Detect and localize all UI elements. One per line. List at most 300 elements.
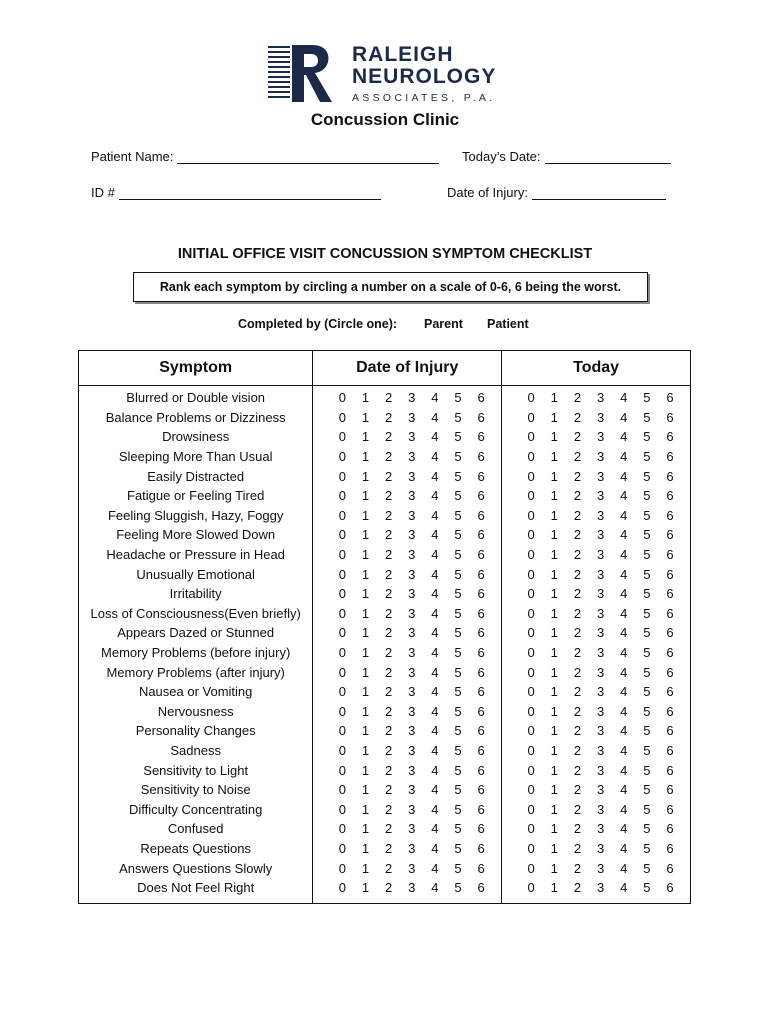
rating-option[interactable]: 3 bbox=[408, 860, 416, 876]
rating-option[interactable]: 3 bbox=[408, 762, 416, 778]
rating-option[interactable]: 4 bbox=[620, 507, 628, 523]
rating-option[interactable]: 1 bbox=[361, 684, 370, 700]
rating-option[interactable]: 2 bbox=[573, 645, 582, 661]
rating-option[interactable]: 3 bbox=[596, 409, 605, 425]
rating-option[interactable]: 0 bbox=[527, 566, 535, 582]
rating-option[interactable]: 4 bbox=[431, 762, 439, 778]
rating-option[interactable]: 2 bbox=[573, 664, 582, 680]
rating-option[interactable]: 2 bbox=[384, 449, 393, 465]
rating-option[interactable]: 2 bbox=[384, 566, 393, 582]
rating-option[interactable]: 4 bbox=[620, 860, 628, 876]
rating-option[interactable]: 2 bbox=[573, 547, 582, 563]
rating-option[interactable]: 5 bbox=[643, 429, 651, 445]
rating-option[interactable]: 0 bbox=[527, 409, 535, 425]
rating-option[interactable]: 2 bbox=[384, 488, 393, 504]
rating-option[interactable]: 3 bbox=[596, 586, 605, 602]
rating-option[interactable]: 0 bbox=[338, 605, 346, 621]
rating-option[interactable]: 6 bbox=[666, 605, 674, 621]
rating-option[interactable]: 2 bbox=[384, 409, 393, 425]
rating-option[interactable]: 1 bbox=[361, 566, 370, 582]
rating-option[interactable]: 5 bbox=[643, 605, 651, 621]
rating-option[interactable]: 4 bbox=[620, 684, 628, 700]
rating-option[interactable]: 2 bbox=[573, 429, 582, 445]
rating-option[interactable]: 3 bbox=[408, 527, 416, 543]
rating-option[interactable]: 1 bbox=[361, 468, 370, 484]
rating-option[interactable]: 3 bbox=[596, 801, 605, 817]
rating-option[interactable]: 5 bbox=[643, 527, 651, 543]
rating-option[interactable]: 0 bbox=[338, 762, 346, 778]
rating-option[interactable]: 1 bbox=[550, 840, 558, 856]
rating-option[interactable]: 6 bbox=[477, 547, 485, 563]
rating-option[interactable]: 1 bbox=[550, 390, 558, 406]
rating-option[interactable]: 4 bbox=[431, 880, 439, 896]
rating-option[interactable]: 5 bbox=[454, 586, 462, 602]
rating-option[interactable]: 4 bbox=[431, 645, 439, 661]
rating-option[interactable]: 4 bbox=[620, 742, 628, 758]
rating-option[interactable]: 5 bbox=[454, 664, 462, 680]
rating-option[interactable]: 6 bbox=[477, 880, 485, 896]
rating-option[interactable]: 1 bbox=[361, 742, 370, 758]
rating-option[interactable]: 2 bbox=[573, 527, 582, 543]
rating-option[interactable]: 1 bbox=[550, 684, 558, 700]
rating-option[interactable]: 6 bbox=[666, 429, 674, 445]
rating-option[interactable]: 5 bbox=[454, 547, 462, 563]
rating-option[interactable]: 4 bbox=[620, 782, 628, 798]
rating-option[interactable]: 1 bbox=[361, 507, 370, 523]
rating-option[interactable]: 0 bbox=[338, 468, 346, 484]
rating-option[interactable]: 6 bbox=[666, 880, 674, 896]
rating-option[interactable]: 1 bbox=[550, 742, 558, 758]
rating-option[interactable]: 2 bbox=[384, 625, 393, 641]
rating-option[interactable]: 4 bbox=[431, 625, 439, 641]
rating-option[interactable]: 4 bbox=[620, 762, 628, 778]
rating-option[interactable]: 4 bbox=[431, 449, 439, 465]
rating-option[interactable]: 1 bbox=[550, 566, 558, 582]
rating-option[interactable]: 1 bbox=[361, 605, 370, 621]
rating-option[interactable]: 1 bbox=[550, 507, 558, 523]
rating-option[interactable]: 0 bbox=[527, 527, 535, 543]
rating-option[interactable]: 5 bbox=[454, 762, 462, 778]
rating-option[interactable]: 6 bbox=[477, 782, 485, 798]
rating-option[interactable]: 3 bbox=[408, 488, 416, 504]
rating-option[interactable]: 5 bbox=[454, 625, 462, 641]
rating-option[interactable]: 1 bbox=[361, 801, 370, 817]
rating-option[interactable]: 0 bbox=[527, 605, 535, 621]
rating-option[interactable]: 4 bbox=[431, 605, 439, 621]
rating-option[interactable]: 2 bbox=[573, 488, 582, 504]
rating-option[interactable]: 3 bbox=[408, 664, 416, 680]
rating-option[interactable]: 1 bbox=[550, 801, 558, 817]
rating-option[interactable]: 1 bbox=[361, 586, 370, 602]
rating-option[interactable]: 0 bbox=[527, 547, 535, 563]
rating-option[interactable]: 4 bbox=[620, 645, 628, 661]
rating-option[interactable]: 6 bbox=[477, 390, 485, 406]
rating-option[interactable]: 4 bbox=[431, 527, 439, 543]
rating-option[interactable]: 0 bbox=[527, 723, 535, 739]
rating-option[interactable]: 5 bbox=[643, 547, 651, 563]
rating-option[interactable]: 1 bbox=[550, 586, 558, 602]
rating-option[interactable]: 2 bbox=[384, 723, 393, 739]
rating-option[interactable]: 5 bbox=[643, 645, 651, 661]
rating-option[interactable]: 4 bbox=[431, 566, 439, 582]
rating-option[interactable]: 0 bbox=[527, 684, 535, 700]
rating-option[interactable]: 2 bbox=[573, 409, 582, 425]
rating-option[interactable]: 0 bbox=[527, 703, 535, 719]
rating-option[interactable]: 0 bbox=[338, 547, 346, 563]
rating-option[interactable]: 0 bbox=[338, 821, 346, 837]
rating-option[interactable]: 3 bbox=[408, 390, 416, 406]
rating-option[interactable]: 6 bbox=[666, 586, 674, 602]
rating-option[interactable]: 6 bbox=[477, 566, 485, 582]
rating-option[interactable]: 2 bbox=[384, 605, 393, 621]
rating-option[interactable]: 2 bbox=[573, 507, 582, 523]
rating-option[interactable]: 2 bbox=[573, 703, 582, 719]
rating-option[interactable]: 3 bbox=[408, 880, 416, 896]
rating-option[interactable]: 1 bbox=[361, 645, 370, 661]
rating-option[interactable]: 4 bbox=[620, 547, 628, 563]
rating-option[interactable]: 0 bbox=[338, 409, 346, 425]
id-line[interactable] bbox=[119, 186, 381, 200]
rating-option[interactable]: 6 bbox=[666, 390, 674, 406]
rating-option[interactable]: 0 bbox=[338, 703, 346, 719]
rating-option[interactable]: 0 bbox=[338, 684, 346, 700]
rating-option[interactable]: 6 bbox=[477, 468, 485, 484]
rating-option[interactable]: 1 bbox=[361, 703, 370, 719]
rating-option[interactable]: 6 bbox=[477, 586, 485, 602]
rating-option[interactable]: 4 bbox=[431, 742, 439, 758]
rating-option[interactable]: 6 bbox=[666, 547, 674, 563]
rating-option[interactable]: 3 bbox=[408, 742, 416, 758]
rating-option[interactable]: 0 bbox=[338, 840, 346, 856]
rating-option[interactable]: 6 bbox=[477, 488, 485, 504]
rating-option[interactable]: 1 bbox=[361, 429, 370, 445]
rating-option[interactable]: 0 bbox=[338, 782, 346, 798]
rating-option[interactable]: 1 bbox=[361, 860, 370, 876]
rating-option[interactable]: 6 bbox=[477, 723, 485, 739]
rating-option[interactable]: 3 bbox=[408, 586, 416, 602]
rating-option[interactable]: 4 bbox=[620, 409, 628, 425]
rating-option[interactable]: 5 bbox=[454, 782, 462, 798]
rating-option[interactable]: 0 bbox=[338, 449, 346, 465]
rating-option[interactable]: 2 bbox=[573, 723, 582, 739]
rating-option[interactable]: 4 bbox=[431, 409, 439, 425]
rating-option[interactable]: 6 bbox=[666, 566, 674, 582]
rating-option[interactable]: 6 bbox=[666, 468, 674, 484]
rating-option[interactable]: 1 bbox=[361, 449, 370, 465]
rating-option[interactable]: 0 bbox=[338, 860, 346, 876]
rating-option[interactable]: 5 bbox=[454, 860, 462, 876]
rating-option[interactable]: 5 bbox=[643, 762, 651, 778]
rating-option[interactable]: 5 bbox=[454, 527, 462, 543]
rating-option[interactable]: 2 bbox=[384, 742, 393, 758]
rating-option[interactable]: 4 bbox=[620, 723, 628, 739]
rating-option[interactable]: 2 bbox=[573, 801, 582, 817]
rating-option[interactable]: 3 bbox=[596, 429, 605, 445]
rating-option[interactable]: 0 bbox=[338, 723, 346, 739]
rating-option[interactable]: 3 bbox=[408, 645, 416, 661]
rating-option[interactable]: 1 bbox=[550, 527, 558, 543]
rating-option[interactable]: 2 bbox=[573, 821, 582, 837]
rating-option[interactable]: 3 bbox=[596, 860, 605, 876]
rating-option[interactable]: 2 bbox=[384, 664, 393, 680]
todays-date-line[interactable] bbox=[545, 150, 671, 164]
rating-option[interactable]: 2 bbox=[384, 782, 393, 798]
rating-option[interactable]: 6 bbox=[477, 703, 485, 719]
rating-option[interactable]: 5 bbox=[454, 645, 462, 661]
rating-option[interactable]: 5 bbox=[454, 507, 462, 523]
rating-option[interactable]: 4 bbox=[431, 860, 439, 876]
rating-option[interactable]: 5 bbox=[454, 468, 462, 484]
rating-option[interactable]: 5 bbox=[643, 625, 651, 641]
rating-option[interactable]: 6 bbox=[666, 762, 674, 778]
rating-option[interactable]: 6 bbox=[477, 507, 485, 523]
rating-option[interactable]: 3 bbox=[408, 723, 416, 739]
rating-option[interactable]: 5 bbox=[643, 507, 651, 523]
rating-option[interactable]: 2 bbox=[573, 762, 582, 778]
rating-option[interactable]: 4 bbox=[431, 488, 439, 504]
rating-option[interactable]: 5 bbox=[643, 488, 651, 504]
rating-option[interactable]: 6 bbox=[666, 645, 674, 661]
rating-option[interactable]: 6 bbox=[666, 801, 674, 817]
rating-option[interactable]: 1 bbox=[550, 409, 558, 425]
rating-option[interactable]: 4 bbox=[620, 605, 628, 621]
rating-option[interactable]: 0 bbox=[527, 840, 535, 856]
rating-option[interactable]: 5 bbox=[454, 801, 462, 817]
rating-option[interactable]: 0 bbox=[527, 880, 535, 896]
rating-option[interactable]: 5 bbox=[643, 840, 651, 856]
rating-option[interactable]: 3 bbox=[408, 625, 416, 641]
rating-option[interactable]: 0 bbox=[527, 860, 535, 876]
rating-option[interactable]: 5 bbox=[454, 449, 462, 465]
rating-option[interactable]: 4 bbox=[431, 684, 439, 700]
rating-option[interactable]: 5 bbox=[454, 821, 462, 837]
rating-option[interactable]: 3 bbox=[408, 409, 416, 425]
rating-option[interactable]: 1 bbox=[361, 723, 370, 739]
rating-option[interactable]: 0 bbox=[527, 821, 535, 837]
rating-option[interactable]: 5 bbox=[643, 821, 651, 837]
rating-option[interactable]: 6 bbox=[477, 645, 485, 661]
rating-option[interactable]: 0 bbox=[338, 507, 346, 523]
rating-option[interactable]: 0 bbox=[527, 507, 535, 523]
rating-option[interactable]: 5 bbox=[643, 468, 651, 484]
rating-option[interactable]: 3 bbox=[596, 880, 605, 896]
completed-by-patient-option[interactable]: Patient bbox=[487, 317, 529, 331]
rating-option[interactable]: 2 bbox=[384, 527, 393, 543]
rating-option[interactable]: 4 bbox=[620, 488, 628, 504]
rating-option[interactable]: 2 bbox=[573, 880, 582, 896]
rating-option[interactable]: 0 bbox=[338, 390, 346, 406]
rating-option[interactable]: 1 bbox=[550, 449, 558, 465]
rating-option[interactable]: 5 bbox=[643, 801, 651, 817]
rating-option[interactable]: 4 bbox=[431, 801, 439, 817]
rating-option[interactable]: 1 bbox=[550, 860, 558, 876]
rating-option[interactable]: 2 bbox=[384, 860, 393, 876]
rating-option[interactable]: 6 bbox=[666, 625, 674, 641]
rating-option[interactable]: 2 bbox=[384, 468, 393, 484]
rating-option[interactable]: 2 bbox=[384, 880, 393, 896]
rating-option[interactable]: 1 bbox=[550, 664, 558, 680]
rating-option[interactable]: 3 bbox=[596, 547, 605, 563]
rating-option[interactable]: 6 bbox=[477, 684, 485, 700]
rating-option[interactable]: 5 bbox=[643, 723, 651, 739]
rating-option[interactable]: 2 bbox=[384, 429, 393, 445]
rating-option[interactable]: 5 bbox=[643, 742, 651, 758]
rating-option[interactable]: 6 bbox=[477, 860, 485, 876]
rating-option[interactable]: 0 bbox=[527, 664, 535, 680]
rating-option[interactable]: 2 bbox=[573, 860, 582, 876]
rating-option[interactable]: 0 bbox=[338, 664, 346, 680]
rating-option[interactable]: 3 bbox=[408, 605, 416, 621]
rating-option[interactable]: 4 bbox=[620, 625, 628, 641]
rating-option[interactable]: 5 bbox=[643, 664, 651, 680]
rating-option[interactable]: 3 bbox=[596, 703, 605, 719]
rating-option[interactable]: 6 bbox=[666, 821, 674, 837]
rating-option[interactable]: 1 bbox=[550, 703, 558, 719]
rating-option[interactable]: 1 bbox=[361, 880, 370, 896]
rating-option[interactable]: 5 bbox=[643, 782, 651, 798]
rating-option[interactable]: 4 bbox=[620, 664, 628, 680]
rating-option[interactable]: 1 bbox=[550, 645, 558, 661]
rating-option[interactable]: 4 bbox=[431, 664, 439, 680]
rating-option[interactable]: 4 bbox=[620, 566, 628, 582]
rating-option[interactable]: 1 bbox=[550, 821, 558, 837]
rating-option[interactable]: 3 bbox=[408, 547, 416, 563]
rating-option[interactable]: 5 bbox=[454, 409, 462, 425]
rating-option[interactable]: 3 bbox=[596, 762, 605, 778]
rating-option[interactable]: 6 bbox=[666, 703, 674, 719]
rating-option[interactable]: 3 bbox=[596, 390, 605, 406]
rating-option[interactable]: 3 bbox=[596, 684, 605, 700]
rating-option[interactable]: 0 bbox=[338, 880, 346, 896]
rating-option[interactable]: 3 bbox=[596, 449, 605, 465]
rating-option[interactable]: 5 bbox=[454, 488, 462, 504]
rating-option[interactable]: 1 bbox=[550, 429, 558, 445]
rating-option[interactable]: 4 bbox=[431, 840, 439, 856]
rating-option[interactable]: 3 bbox=[596, 625, 605, 641]
rating-option[interactable]: 2 bbox=[384, 762, 393, 778]
rating-option[interactable]: 3 bbox=[408, 468, 416, 484]
rating-option[interactable]: 2 bbox=[573, 605, 582, 621]
rating-option[interactable]: 3 bbox=[596, 723, 605, 739]
rating-option[interactable]: 4 bbox=[431, 468, 439, 484]
rating-option[interactable]: 0 bbox=[527, 801, 535, 817]
rating-option[interactable]: 4 bbox=[431, 390, 439, 406]
rating-option[interactable]: 2 bbox=[573, 840, 582, 856]
rating-option[interactable]: 4 bbox=[620, 468, 628, 484]
rating-option[interactable]: 1 bbox=[550, 782, 558, 798]
rating-option[interactable]: 3 bbox=[596, 821, 605, 837]
rating-option[interactable]: 3 bbox=[596, 664, 605, 680]
rating-option[interactable]: 1 bbox=[361, 625, 370, 641]
rating-option[interactable]: 2 bbox=[573, 782, 582, 798]
rating-option[interactable]: 6 bbox=[666, 507, 674, 523]
rating-option[interactable]: 5 bbox=[454, 605, 462, 621]
rating-option[interactable]: 3 bbox=[408, 684, 416, 700]
rating-option[interactable]: 1 bbox=[550, 468, 558, 484]
rating-option[interactable]: 6 bbox=[477, 801, 485, 817]
rating-option[interactable]: 0 bbox=[527, 742, 535, 758]
rating-option[interactable]: 3 bbox=[408, 801, 416, 817]
rating-option[interactable]: 5 bbox=[643, 703, 651, 719]
rating-option[interactable]: 5 bbox=[454, 390, 462, 406]
rating-option[interactable]: 2 bbox=[384, 821, 393, 837]
rating-option[interactable]: 4 bbox=[620, 429, 628, 445]
rating-option[interactable]: 0 bbox=[338, 527, 346, 543]
rating-option[interactable]: 1 bbox=[361, 782, 370, 798]
rating-option[interactable]: 4 bbox=[431, 507, 439, 523]
rating-option[interactable]: 6 bbox=[477, 429, 485, 445]
rating-option[interactable]: 4 bbox=[431, 586, 439, 602]
rating-option[interactable]: 0 bbox=[338, 488, 346, 504]
rating-option[interactable]: 5 bbox=[454, 723, 462, 739]
rating-option[interactable]: 3 bbox=[596, 605, 605, 621]
rating-option[interactable]: 2 bbox=[573, 684, 582, 700]
rating-option[interactable]: 0 bbox=[338, 586, 346, 602]
rating-option[interactable]: 3 bbox=[596, 527, 605, 543]
rating-option[interactable]: 3 bbox=[596, 840, 605, 856]
rating-option[interactable]: 2 bbox=[384, 507, 393, 523]
rating-option[interactable]: 4 bbox=[431, 703, 439, 719]
rating-option[interactable]: 2 bbox=[384, 547, 393, 563]
rating-option[interactable]: 0 bbox=[338, 625, 346, 641]
rating-option[interactable]: 1 bbox=[361, 488, 370, 504]
rating-option[interactable]: 0 bbox=[527, 645, 535, 661]
rating-option[interactable]: 5 bbox=[454, 566, 462, 582]
rating-option[interactable]: 1 bbox=[361, 409, 370, 425]
rating-option[interactable]: 0 bbox=[338, 801, 346, 817]
rating-option[interactable]: 1 bbox=[550, 762, 558, 778]
rating-option[interactable]: 2 bbox=[384, 801, 393, 817]
rating-option[interactable]: 3 bbox=[596, 742, 605, 758]
rating-option[interactable]: 5 bbox=[643, 880, 651, 896]
todays-date-field[interactable] bbox=[462, 149, 671, 164]
rating-option[interactable]: 4 bbox=[620, 821, 628, 837]
rating-option[interactable]: 1 bbox=[361, 762, 370, 778]
rating-option[interactable]: 1 bbox=[361, 547, 370, 563]
rating-option[interactable]: 4 bbox=[431, 782, 439, 798]
rating-option[interactable]: 5 bbox=[454, 429, 462, 445]
rating-option[interactable]: 3 bbox=[596, 782, 605, 798]
rating-option[interactable]: 6 bbox=[477, 821, 485, 837]
rating-option[interactable]: 6 bbox=[666, 527, 674, 543]
rating-option[interactable]: 5 bbox=[454, 742, 462, 758]
rating-option[interactable]: 5 bbox=[454, 703, 462, 719]
patient-name-field[interactable] bbox=[91, 149, 439, 164]
rating-option[interactable]: 1 bbox=[550, 547, 558, 563]
rating-option[interactable]: 4 bbox=[620, 449, 628, 465]
rating-option[interactable]: 6 bbox=[666, 664, 674, 680]
rating-option[interactable]: 0 bbox=[338, 742, 346, 758]
rating-option[interactable]: 3 bbox=[596, 488, 605, 504]
rating-option[interactable]: 2 bbox=[573, 449, 582, 465]
rating-option[interactable]: 6 bbox=[666, 723, 674, 739]
rating-option[interactable]: 6 bbox=[477, 625, 485, 641]
rating-option[interactable]: 5 bbox=[454, 840, 462, 856]
rating-option[interactable]: 3 bbox=[408, 703, 416, 719]
rating-option[interactable]: 1 bbox=[361, 664, 370, 680]
rating-option[interactable]: 0 bbox=[338, 429, 346, 445]
rating-option[interactable]: 3 bbox=[408, 449, 416, 465]
rating-option[interactable]: 3 bbox=[596, 468, 605, 484]
rating-option[interactable]: 6 bbox=[666, 782, 674, 798]
rating-option[interactable]: 6 bbox=[477, 409, 485, 425]
rating-option[interactable]: 5 bbox=[643, 409, 651, 425]
rating-option[interactable]: 2 bbox=[573, 742, 582, 758]
rating-option[interactable]: 3 bbox=[408, 507, 416, 523]
rating-option[interactable]: 6 bbox=[666, 488, 674, 504]
rating-option[interactable]: 4 bbox=[620, 527, 628, 543]
rating-option[interactable]: 5 bbox=[454, 684, 462, 700]
